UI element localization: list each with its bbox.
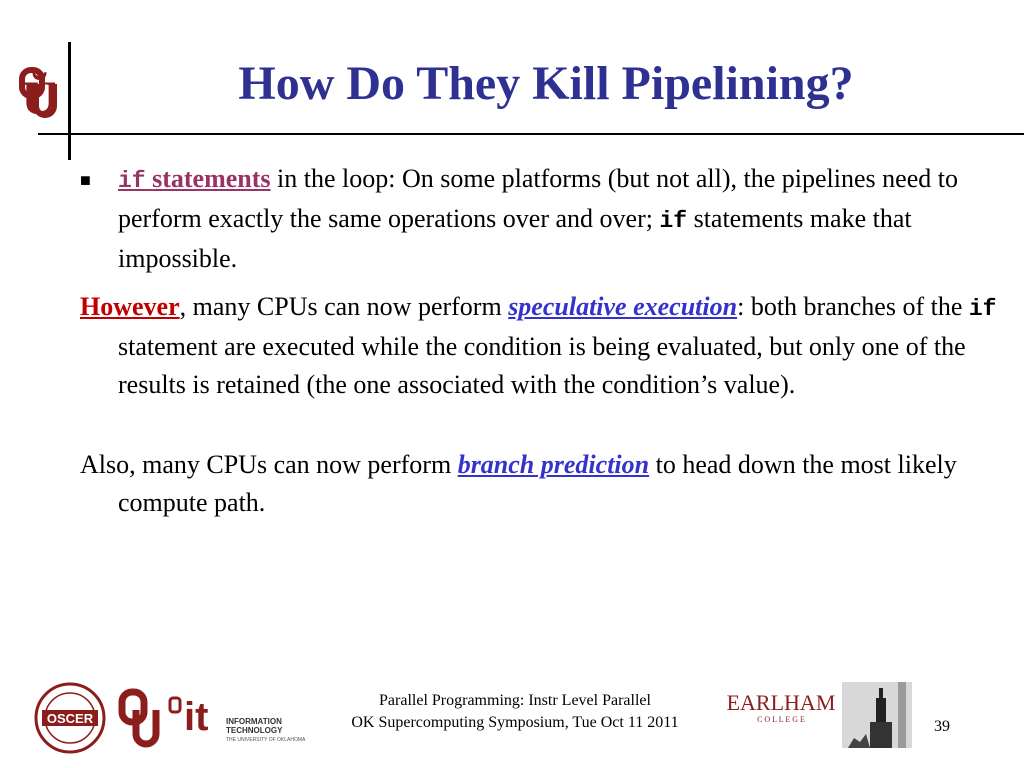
paragraph-branch-prediction: Also, many CPUs can now perform branch prediction to head down the most likely compute path. — [80, 450, 957, 517]
footer-text — [300, 690, 730, 734]
svg-text:THE UNIVERSITY OF OKLAHOMA: THE UNIVERSITY OF OKLAHOMA — [226, 737, 306, 743]
svg-text:OSCER: OSCER — [46, 711, 94, 726]
paragraph-speculative: However, many CPUs can now perform speculative execution: both branches of the if statement are executed while the condition is being evaluated, but only one of the results is retained (the one associated with the condition’s value). — [80, 292, 997, 399]
if-statements-link[interactable]: if statements — [118, 164, 271, 194]
inline-code-if: if — [659, 208, 688, 234]
ou-footer-logo-icon — [118, 688, 164, 750]
svg-text:Ŭ: Ŭ — [21, 72, 57, 125]
bullet-marker: ■ — [80, 170, 91, 190]
it-logo-icon — [170, 688, 306, 748]
inline-code-if-2: if — [968, 296, 997, 322]
svg-text:INFORMATION: INFORMATION — [226, 717, 282, 726]
footer-line-1: Parallel Programming: Instr Level Parallel — [379, 692, 651, 709]
footer-line-2: OK Supercomputing Symposium, Tue Oct 11 2011 — [351, 714, 679, 731]
page-number: 39 — [934, 718, 950, 735]
bullet-paragraph-1: if statements in the loop: On some platforms (but not all), the pipelines need to perform exactly the same operations over and over; if statements make that impossible. — [118, 164, 958, 273]
svg-text:EARLHAM: EARLHAM — [726, 690, 836, 715]
however-link[interactable]: However — [80, 292, 180, 321]
slide-title: How Do They Kill Pipelining? — [238, 57, 854, 110]
svg-text:TECHNOLOGY: TECHNOLOGY — [226, 726, 283, 735]
branch-prediction-link[interactable]: branch prediction — [457, 450, 650, 479]
ou-logo-icon — [16, 64, 62, 125]
title-vertical-rule — [68, 42, 71, 160]
svg-text:it: it — [184, 695, 209, 739]
skyline-photo-icon — [842, 682, 912, 748]
svg-text:C O L L E G E: C O L L E G E — [757, 715, 805, 724]
earlham-logo-icon — [722, 688, 840, 728]
oscer-logo-icon — [24, 682, 116, 754]
title-horizontal-rule — [38, 133, 1024, 135]
speculative-execution-link[interactable]: speculative execution — [508, 292, 738, 321]
